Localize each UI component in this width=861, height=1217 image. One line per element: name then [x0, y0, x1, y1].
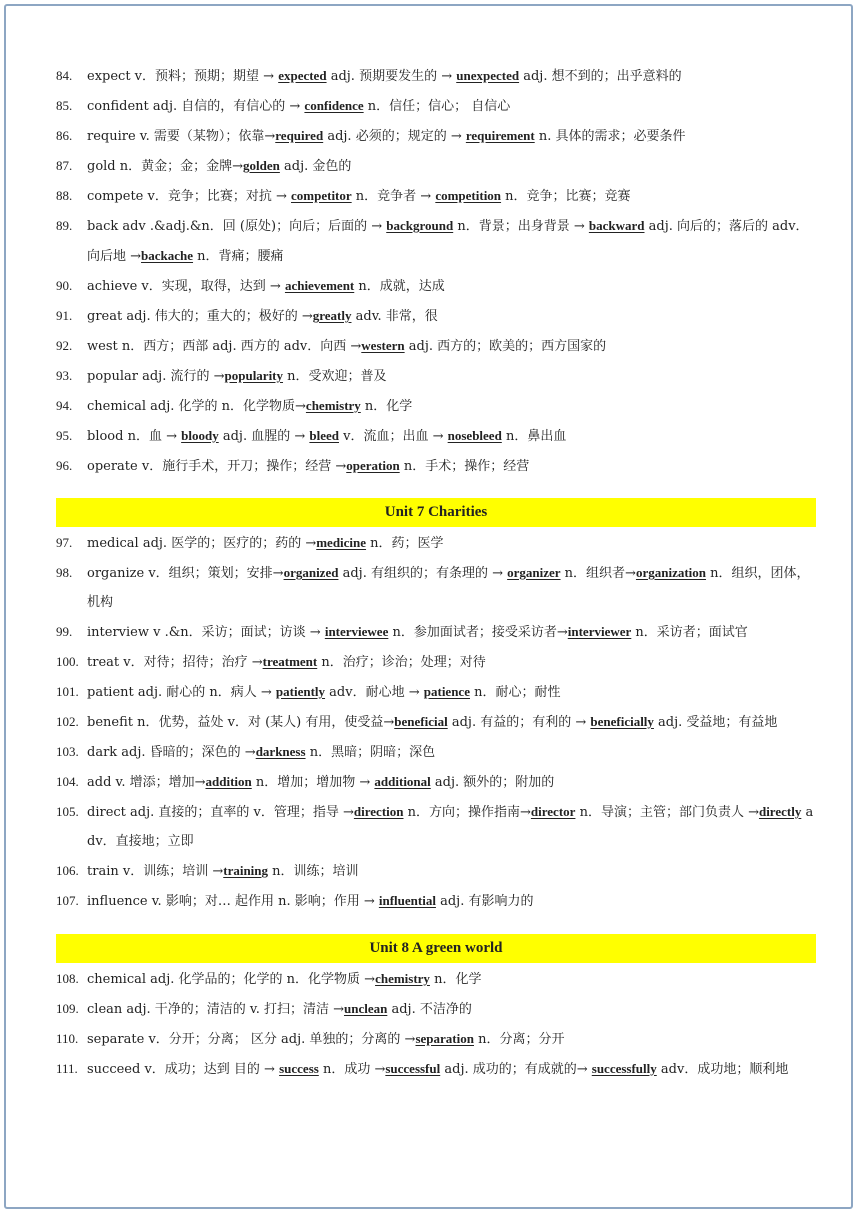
vocab-entry — [56, 61, 816, 91]
derived-word: treatment — [262, 654, 318, 669]
derived-word: operation — [346, 458, 400, 473]
entry-number: 91. — [56, 308, 73, 323]
derived-word: unexpected — [456, 68, 520, 83]
derived-word: backward — [588, 218, 645, 233]
derived-word: confidence — [304, 98, 364, 113]
derived-word: background — [386, 218, 454, 233]
vocab-entry — [56, 421, 816, 451]
derived-word: greatly — [312, 308, 352, 323]
entry-text: operate v．施行手术，开刀；操作；经营 →operation n．手术；操作；经营 — [87, 458, 530, 474]
entry-number: 87. — [56, 158, 73, 173]
derived-word: separation — [415, 1031, 474, 1046]
entry-number: 103. — [56, 744, 79, 759]
vocab-entry — [56, 964, 816, 994]
entry-number: 93. — [56, 368, 73, 383]
entry-number: 106. — [56, 863, 79, 878]
vocab-entry — [56, 1024, 816, 1054]
entry-number: 108. — [56, 971, 79, 986]
derived-word: required — [275, 128, 324, 143]
derived-word: training — [223, 863, 269, 878]
entry-text: train v．训练；培训 →training n．训练；培训 — [87, 863, 359, 879]
entry-number: 98. — [56, 565, 73, 580]
entry-text: clean adj. 干净的；清洁的 v. 打扫；清洁 →unclean adj. 不洁净的 — [87, 1001, 472, 1017]
entry-number: 95. — [56, 428, 73, 443]
derived-word: chemistry — [305, 398, 361, 413]
entry-text: treat v．对待；招待；治疗 →treatment n．治疗；诊治；处理；对待 — [87, 654, 486, 670]
derived-word: direction — [353, 804, 404, 819]
entry-text: compete v．竞争；比赛；对抗 → competitor n．竞争者 → competition n．竞争；比赛；竞赛 — [87, 188, 631, 204]
vocab-entry — [56, 361, 816, 391]
vocab-entry — [56, 617, 816, 647]
derived-word: darkness — [255, 744, 306, 759]
derived-word: expected — [278, 68, 327, 83]
derived-word: western — [361, 338, 405, 353]
entry-text: achieve v．实现，取得，达到 → achievement n．成就，达成 — [87, 278, 445, 294]
entry-number: 104. — [56, 774, 79, 789]
entry-text: benefit n．优势，益处 v．对 (某人) 有用，使受益→beneficial adj. 有益的；有利的 → beneficially adj. 受益地；有益地 — [87, 714, 778, 730]
entry-text: back adv .&adj.&n．回 (原处)；向后；后面的 → background n．背景；出身背景 → backward adj. 向后的；落后的 adv．向后地 →backache n．背痛；腰痛 — [87, 218, 809, 264]
entry-text: expect v．预料；预期；期望 → expected adj. 预期要发生的 → unexpected adj. 想不到的；出乎意料的 — [87, 68, 682, 84]
derived-word: achievement — [284, 278, 355, 293]
entry-text: dark adj. 昏暗的；深色的 →darkness n．黑暗；阴暗；深色 — [87, 744, 436, 760]
vocabulary-list — [56, 61, 816, 1084]
derived-word: competition — [435, 188, 502, 203]
vocab-entry — [56, 737, 816, 767]
entry-text: west n．西方；西部 adj. 西方的 adv．向西 →western adj. 西方的；欧美的；西方国家的 — [87, 338, 607, 354]
page-frame — [4, 4, 853, 1209]
derived-word: nosebleed — [447, 428, 502, 443]
entry-number: 94. — [56, 398, 73, 413]
vocab-entry — [56, 767, 816, 797]
entry-number: 102. — [56, 714, 79, 729]
derived-word: bleed — [309, 428, 339, 443]
entry-text: require v. 需要（某物）；依靠→required adj. 必须的；规定的 → requirement n. 具体的需求；必要条件 — [87, 128, 686, 144]
vocab-entry — [56, 451, 816, 481]
vocab-entry — [56, 528, 816, 558]
entry-text: confident adj. 自信的，有信心的 → confidence n．信任；信心； 自信心 — [87, 98, 511, 114]
derived-word: competitor — [291, 188, 352, 203]
derived-word: bloody — [181, 428, 219, 443]
entry-number: 96. — [56, 458, 73, 473]
derived-word: organizer — [507, 565, 561, 580]
vocab-entry — [56, 707, 816, 737]
entry-text: separate v．分开；分离； 区分 adj. 单独的；分离的 →separation n．分离；分开 — [87, 1031, 565, 1047]
derived-word: popularity — [224, 368, 284, 383]
derived-word: organization — [635, 565, 707, 580]
unit-heading: Unit 8 A green world — [56, 934, 816, 963]
entry-number: 105. — [56, 804, 79, 819]
entry-text: blood n．血 → bloody adj. 血腥的 → bleed v．流血；出血 → nosebleed n．鼻出血 — [87, 428, 567, 444]
derived-word: additional — [374, 774, 431, 789]
vocab-entry — [56, 886, 816, 916]
vocab-entry — [56, 271, 816, 301]
derived-word: interviewer — [567, 624, 632, 639]
entry-text: direct adj. 直接的；直率的 v．管理；指导 →direction n．方向；操作指南→director n．导演；主管；部门负责人 →directly adv．直接地；立即 — [87, 804, 814, 849]
entry-number: 88. — [56, 188, 73, 203]
entry-text: chemical adj. 化学的 n．化学物质→chemistry n．化学 — [87, 398, 413, 414]
vocab-entry — [56, 121, 816, 151]
entry-text: great adj. 伟大的；重大的；极好的 →greatly adv. 非常，很 — [87, 308, 438, 324]
entry-number: 99. — [56, 624, 73, 639]
entry-number: 100. — [56, 654, 79, 669]
entry-number: 89. — [56, 218, 73, 233]
derived-word: requirement — [465, 128, 535, 143]
derived-word: influential — [378, 893, 436, 908]
vocab-entry — [56, 181, 816, 211]
derived-word: golden — [243, 158, 280, 173]
entry-number: 111. — [56, 1061, 78, 1076]
entry-text: interview v .&n．采访；面试；访谈 → interviewee n．参加面试者；接受采访者→interviewer n．采访者；面试官 — [87, 624, 748, 640]
unit-heading: Unit 7 Charities — [56, 498, 816, 527]
entry-number: 101. — [56, 684, 79, 699]
derived-word: director — [530, 804, 576, 819]
derived-word: backache — [141, 248, 194, 263]
derived-word: organized — [283, 565, 339, 580]
entry-number: 90. — [56, 278, 73, 293]
vocab-entry — [56, 151, 816, 181]
derived-word: patiently — [275, 684, 326, 699]
derived-word: successfully — [591, 1061, 657, 1076]
vocab-entry — [56, 647, 816, 677]
derived-word: successful — [385, 1061, 441, 1076]
entry-number: 85. — [56, 98, 73, 113]
entry-text: medical adj. 医学的；医疗的；药的 →medicine n．药；医学 — [87, 535, 444, 551]
entry-text: add v. 增添；增加→addition n．增加；增加物 → additional adj. 额外的；附加的 — [87, 774, 555, 790]
derived-word: beneficial — [394, 714, 448, 729]
entry-number: 92. — [56, 338, 73, 353]
derived-word: interviewee — [324, 624, 389, 639]
entry-number: 109. — [56, 1001, 79, 1016]
vocab-entry — [56, 797, 816, 856]
derived-word: unclean — [343, 1001, 388, 1016]
derived-word: directly — [758, 804, 802, 819]
derived-word: medicine — [316, 535, 367, 550]
entry-text: chemical adj. 化学品的；化学的 n．化学物质 →chemistry n．化学 — [87, 971, 482, 987]
entry-text: succeed v．成功；达到 目的 → success n．成功 →successful adj. 成功的；有成就的→ successfully adv．成功地；顺利地 — [87, 1061, 789, 1077]
vocab-entry — [56, 558, 816, 617]
vocab-entry — [56, 677, 816, 707]
vocab-entry — [56, 1054, 816, 1084]
vocab-entry — [56, 391, 816, 421]
vocab-entry — [56, 331, 816, 361]
entry-number: 110. — [56, 1031, 79, 1046]
entry-text: patient adj. 耐心的 n．病人 → patiently adv．耐心地 → patience n．耐心；耐性 — [87, 684, 561, 700]
derived-word: success — [279, 1061, 319, 1076]
entry-text: popular adj. 流行的 →popularity n．受欢迎；普及 — [87, 368, 387, 384]
derived-word: beneficially — [590, 714, 654, 729]
derived-word: addition — [205, 774, 252, 789]
vocab-entry — [56, 301, 816, 331]
entry-number: 84. — [56, 68, 73, 83]
derived-word: chemistry — [375, 971, 430, 986]
entry-text: organize v．组织；策划；安排→organized adj. 有组织的；有条理的 → organizer n．组织者→organization n．组织，团体，机构 — [87, 565, 810, 610]
derived-word: patience — [423, 684, 470, 699]
entry-text: influence v. 影响；对… 起作用 n. 影响；作用 → influential adj. 有影响力的 — [87, 893, 534, 909]
vocab-entry — [56, 211, 816, 271]
vocab-entry — [56, 856, 816, 886]
entry-text: gold n．黄金；金；金牌→golden adj. 金色的 — [87, 158, 352, 174]
entry-number: 97. — [56, 535, 73, 550]
vocab-entry — [56, 994, 816, 1024]
entry-number: 107. — [56, 893, 79, 908]
entry-number: 86. — [56, 128, 73, 143]
vocab-entry — [56, 91, 816, 121]
